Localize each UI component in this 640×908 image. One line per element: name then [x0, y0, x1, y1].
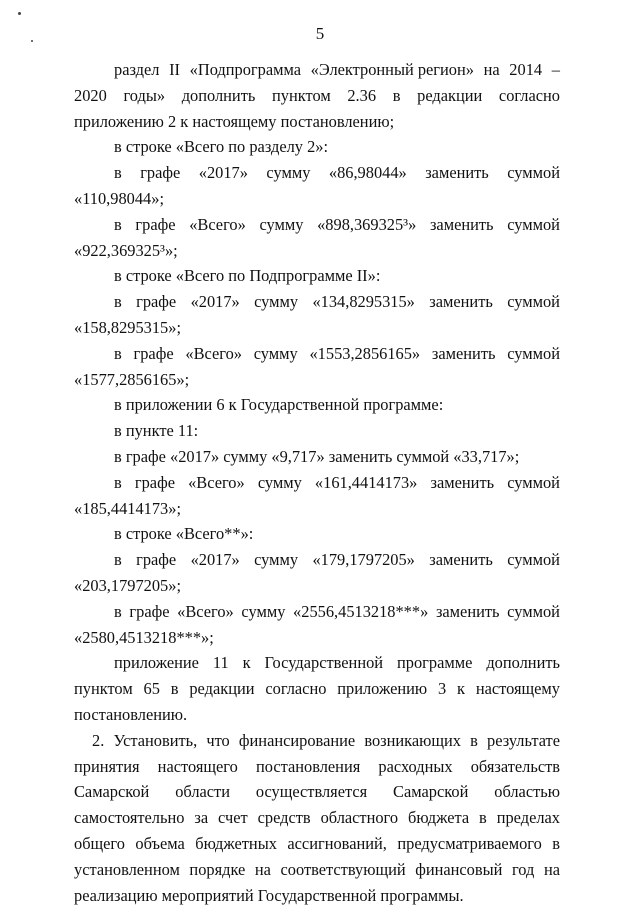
paragraph: в приложении 6 к Государственной программе: — [114, 395, 444, 415]
paragraph: в строке «Всего по разделу 2»: — [114, 137, 329, 157]
paragraph-line: раздел II «Подпрограмма «Электронный регион» на 2014 – — [114, 60, 560, 79]
paragraph: в строке «Всего**»: — [114, 524, 254, 544]
paragraph-section-2: 2. Установить, что финансирование возникающих в результате принятия настоящего постановления расходных обязательств Самарской области осуществляется Самарской областью самостоятельно за счет средств областного бюджета в пределах общего объема бюджетных ассигнований, предусматриваемого в установленном порядке на соответствующий финансовый год на реализацию мероприятий Государственной программы. — [74, 730, 560, 905]
paragraph-line: в графе «Всего» сумму «161,4414173» заменить суммой — [114, 472, 560, 492]
paragraph: в графе «2017» сумму «9,717» заменить суммой «33,717»; — [114, 446, 520, 466]
paragraph-line: в графе «Всего» сумму «898,369325³» заменить суммой — [114, 214, 560, 234]
paragraph: «203,1797205»; — [74, 575, 181, 595]
paragraph: «1577,2856165»; — [74, 369, 190, 389]
paragraph: в графе «2017» сумму «86,98044» заменить суммой «110,98044»; — [74, 163, 560, 208]
document-body — [74, 57, 560, 908]
paragraph: приложение 11 к Государственной программе дополнить пунктом 65 в редакции согласно приложению 3 к настоящему постановлению. — [74, 653, 560, 724]
paragraph: в строке «Всего по Подпрограмме II»: — [114, 266, 381, 286]
paragraph: «2580,4513218***»; — [74, 627, 214, 647]
paragraph: «185,4414173»; — [74, 498, 181, 518]
paragraph-line: в графе «Всего» сумму «1553,2856165» заменить суммой — [114, 343, 560, 363]
paragraph: «922,369325³»; — [74, 240, 178, 260]
scan-speck — [18, 12, 21, 15]
paragraph: «158,8295315»; — [74, 317, 181, 337]
paragraph: 2020 годы» дополнить пунктом 2.36 в редакции согласно приложению 2 к настоящему постановлению; — [74, 85, 560, 131]
paragraph-line: в графе «2017» сумму «179,1797205» заменить суммой — [114, 550, 560, 570]
paragraph: в пункте 11: — [114, 421, 199, 441]
page-number: 5 — [315, 24, 325, 43]
paragraph-line: в графе «2017» сумму «134,8295315» заменить суммой — [114, 292, 560, 312]
paragraph-line: в графе «Всего» сумму «2556,4513218***» заменить суммой — [114, 601, 560, 621]
